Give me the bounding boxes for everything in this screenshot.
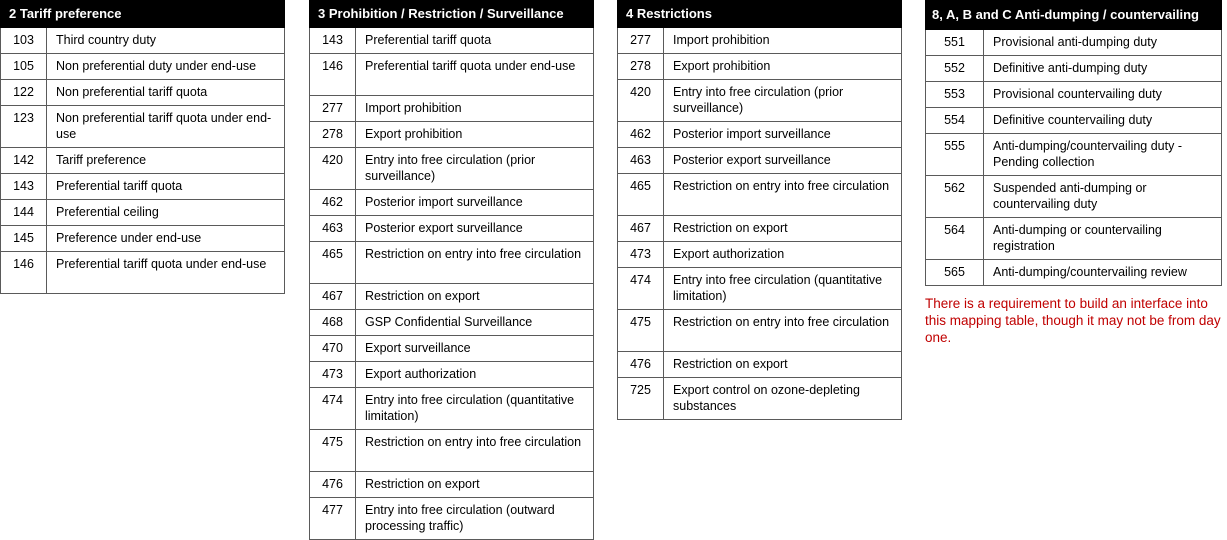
table-title: 3 Prohibition / Restriction / Surveillance [310, 1, 594, 28]
table-row [310, 336, 594, 362]
requirement-note: There is a requirement to build an interface into this mapping table, though it may not be from day one. [925, 296, 1221, 345]
table-row [618, 122, 902, 148]
table-row [1, 148, 285, 174]
table-row [310, 28, 594, 54]
table-row [310, 148, 594, 190]
measure-code: 105 [1, 54, 47, 80]
table-row [310, 310, 594, 336]
measure-code: 467 [310, 284, 356, 310]
measure-code: 551 [926, 30, 984, 56]
table-row [1, 106, 285, 148]
measure-code: 465 [618, 174, 664, 216]
measure-description: Restriction on export [356, 472, 594, 498]
table-row [618, 28, 902, 54]
measure-description: Restriction on entry into free circulation [664, 310, 902, 352]
table-row [926, 30, 1222, 56]
table-row [310, 498, 594, 540]
measure-code: 562 [926, 176, 984, 218]
restrictions-table [617, 0, 902, 420]
table-row [926, 176, 1222, 218]
measure-code: 144 [1, 200, 47, 226]
measure-code: 470 [310, 336, 356, 362]
table-row [618, 268, 902, 310]
measure-description: Preferential tariff quota [356, 28, 594, 54]
prohibition-restriction-surveillance-table [309, 0, 594, 540]
measure-description: Posterior import surveillance [664, 122, 902, 148]
table-row [310, 96, 594, 122]
table-row [1, 200, 285, 226]
table-row [1, 252, 285, 294]
measure-description: Posterior export surveillance [356, 216, 594, 242]
table-row [618, 54, 902, 80]
table-title: 2 Tariff preference [1, 1, 285, 28]
table-row [310, 388, 594, 430]
measure-code: 143 [310, 28, 356, 54]
measure-description: Definitive anti-dumping duty [984, 56, 1222, 82]
measure-description: Entry into free circulation (quantitative limitation) [664, 268, 902, 310]
measure-code: 463 [310, 216, 356, 242]
measure-description: Anti-dumping/countervailing review [984, 260, 1222, 286]
measure-description: Entry into free circulation (prior surveillance) [356, 148, 594, 190]
table-row [926, 56, 1222, 82]
measure-code: 474 [310, 388, 356, 430]
table-row [1, 226, 285, 252]
measure-description: Export prohibition [664, 54, 902, 80]
measure-code: 467 [618, 216, 664, 242]
measure-code: 468 [310, 310, 356, 336]
measure-description: Posterior export surveillance [664, 148, 902, 174]
table-row [618, 242, 902, 268]
measure-code: 277 [618, 28, 664, 54]
table-row [618, 80, 902, 122]
measure-description: Anti-dumping or countervailing registration [984, 218, 1222, 260]
measure-description: Export control on ozone-depleting substances [664, 378, 902, 420]
measure-description: Export surveillance [356, 336, 594, 362]
table-title: 4 Restrictions [618, 1, 902, 28]
measure-code: 554 [926, 108, 984, 134]
table-row [618, 216, 902, 242]
measure-description: Restriction on entry into free circulation [356, 242, 594, 284]
measure-description: Suspended anti-dumping or countervailing duty [984, 176, 1222, 218]
measure-description: Tariff preference [47, 148, 285, 174]
measure-code: 564 [926, 218, 984, 260]
measure-description: Entry into free circulation (prior surveillance) [664, 80, 902, 122]
measure-description: Non preferential tariff quota under end-use [47, 106, 285, 148]
measure-description: Export authorization [356, 362, 594, 388]
table-row [310, 242, 594, 284]
table-row [1, 174, 285, 200]
measure-code: 143 [1, 174, 47, 200]
measure-description: Preferential tariff quota under end-use [356, 54, 594, 96]
table-row [618, 352, 902, 378]
measure-code: 146 [1, 252, 47, 294]
measure-description: Restriction on export [356, 284, 594, 310]
table-row [310, 54, 594, 96]
table-row [1, 80, 285, 106]
table-row [618, 378, 902, 420]
measure-code: 476 [310, 472, 356, 498]
measure-description: Import prohibition [356, 96, 594, 122]
measure-description: Posterior import surveillance [356, 190, 594, 216]
measure-code: 462 [310, 190, 356, 216]
table-row [310, 362, 594, 388]
measure-description: Provisional anti-dumping duty [984, 30, 1222, 56]
table-row [926, 134, 1222, 176]
measure-code: 552 [926, 56, 984, 82]
table-row [926, 218, 1222, 260]
measure-code: 474 [618, 268, 664, 310]
tariff-preference-table [0, 0, 285, 294]
measure-code: 146 [310, 54, 356, 96]
measure-code: 278 [618, 54, 664, 80]
measure-code: 555 [926, 134, 984, 176]
measure-code: 473 [618, 242, 664, 268]
measure-description: GSP Confidential Surveillance [356, 310, 594, 336]
measure-description: Restriction on export [664, 352, 902, 378]
table-row [310, 122, 594, 148]
measure-description: Export authorization [664, 242, 902, 268]
measure-code: 145 [1, 226, 47, 252]
measure-code: 277 [310, 96, 356, 122]
measure-code: 463 [618, 148, 664, 174]
table-row [926, 260, 1222, 286]
measure-description: Non preferential tariff quota [47, 80, 285, 106]
table-row [310, 216, 594, 242]
measure-description: Preferential ceiling [47, 200, 285, 226]
measure-description: Export prohibition [356, 122, 594, 148]
table-row [926, 108, 1222, 134]
measure-code: 420 [618, 80, 664, 122]
measure-description: Third country duty [47, 28, 285, 54]
table-title: 8, A, B and C Anti-dumping / countervailing [926, 1, 1222, 30]
anti-dumping-countervailing-table [925, 0, 1222, 286]
measure-code: 725 [618, 378, 664, 420]
table-row [310, 190, 594, 216]
measure-code: 465 [310, 242, 356, 284]
measure-description: Entry into free circulation (quantitative limitation) [356, 388, 594, 430]
measure-code: 475 [310, 430, 356, 472]
measure-code: 122 [1, 80, 47, 106]
measure-code: 565 [926, 260, 984, 286]
measure-description: Anti-dumping/countervailing duty - Pending collection [984, 134, 1222, 176]
measure-description: Restriction on entry into free circulation [664, 174, 902, 216]
measure-description: Preferential tariff quota [47, 174, 285, 200]
measure-code: 462 [618, 122, 664, 148]
table-row [618, 174, 902, 216]
measure-code: 477 [310, 498, 356, 540]
measure-code: 142 [1, 148, 47, 174]
measure-code: 420 [310, 148, 356, 190]
measure-code: 278 [310, 122, 356, 148]
measure-description: Preferential tariff quota under end-use [47, 252, 285, 294]
table-row [310, 430, 594, 472]
table-row [1, 54, 285, 80]
measure-description: Entry into free circulation (outward processing traffic) [356, 498, 594, 540]
measure-code: 553 [926, 82, 984, 108]
table-row [310, 284, 594, 310]
measure-description: Definitive countervailing duty [984, 108, 1222, 134]
measure-code: 103 [1, 28, 47, 54]
measure-description: Import prohibition [664, 28, 902, 54]
measure-description: Non preferential duty under end-use [47, 54, 285, 80]
measure-code: 123 [1, 106, 47, 148]
table-row [926, 82, 1222, 108]
table-row [310, 472, 594, 498]
measure-description: Restriction on entry into free circulation [356, 430, 594, 472]
measure-description: Restriction on export [664, 216, 902, 242]
table-row [618, 148, 902, 174]
measure-code: 473 [310, 362, 356, 388]
table-row [1, 28, 285, 54]
measure-description: Provisional countervailing duty [984, 82, 1222, 108]
measure-code: 476 [618, 352, 664, 378]
measure-description: Preference under end-use [47, 226, 285, 252]
measure-code: 475 [618, 310, 664, 352]
table-row [618, 310, 902, 352]
